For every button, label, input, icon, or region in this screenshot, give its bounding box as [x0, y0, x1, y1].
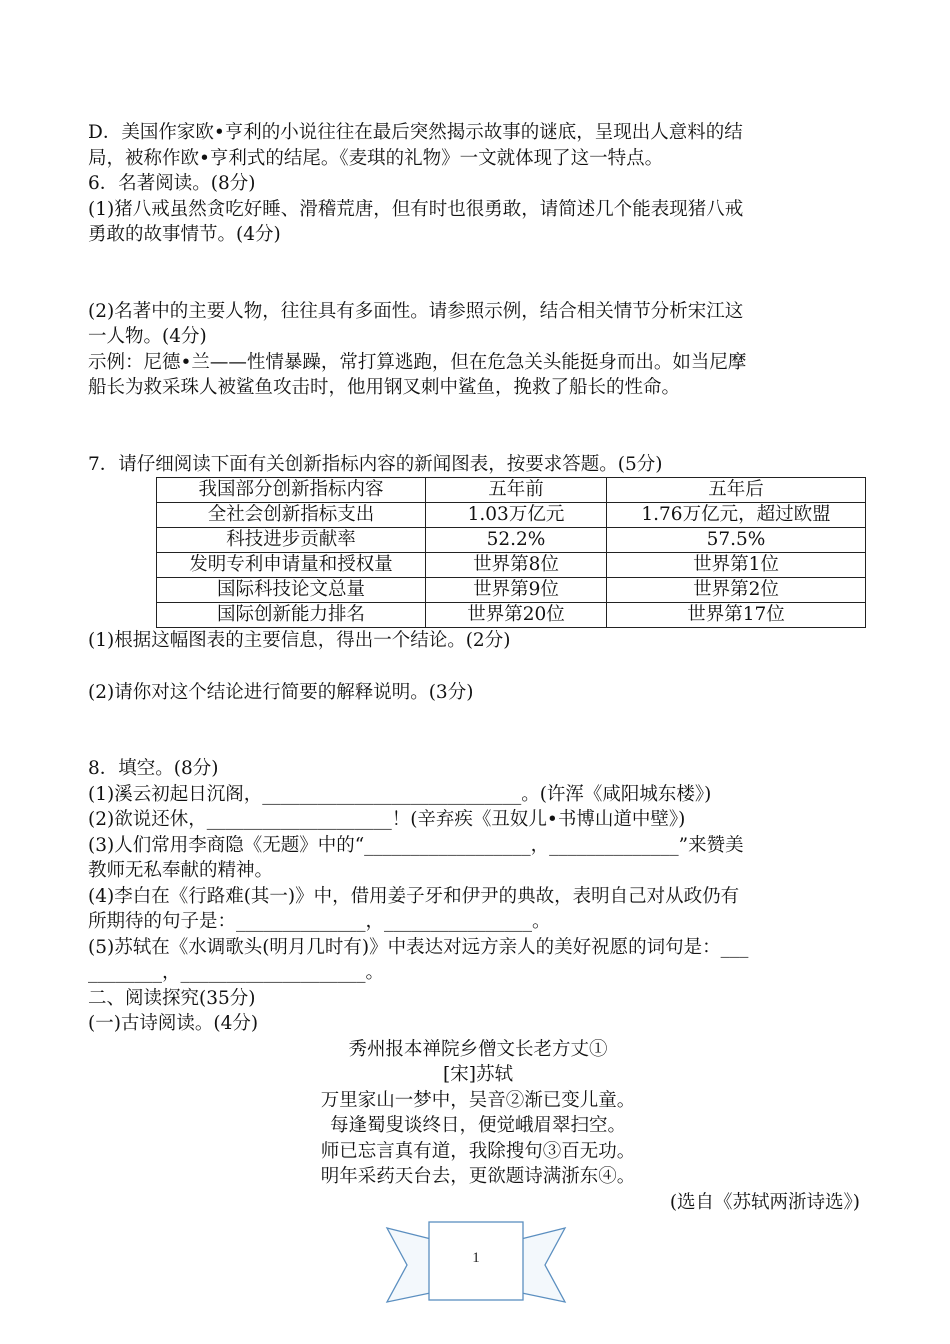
example-line-2: 船长为救采珠人被鲨鱼攻击时，他用钢叉刺中鲨鱼，挽救了船长的性命。	[88, 377, 681, 398]
table-cell: 世界第2位	[607, 578, 866, 603]
question-6-2-line-2: 一人物。(4分)	[88, 326, 207, 347]
innovation-table	[156, 477, 866, 628]
option-d-line-2: 局，被称作欧•亨利式的结尾。《麦琪的礼物》一文就体现了这一特点。	[88, 147, 664, 169]
poem-author: [宋]苏轼	[443, 1064, 513, 1085]
table-row	[157, 553, 866, 578]
answer-space	[88, 654, 868, 680]
table-header-row	[157, 478, 866, 503]
answer-space	[88, 401, 868, 452]
poem-source: (选自《苏轼两浙诗选》)	[669, 1191, 860, 1213]
question-6-1-line-1: (1)猪八戒虽然贪吃好睡、滑稽荒唐，但有时也很勇敢，请简述几个能表现猪八戒	[88, 198, 744, 220]
question-6-title: 6．名著阅读。(8分)	[88, 173, 256, 194]
page-footer	[385, 1218, 567, 1308]
poem-title: 秀州报本禅院乡僧文长老方丈①	[348, 1038, 608, 1060]
question-6-1-line-2: 勇敢的故事情节。(4分)	[88, 224, 281, 245]
table-cell: 世界第17位	[607, 603, 866, 628]
table-row	[157, 503, 866, 528]
table-header-cell: 五年前	[426, 478, 607, 503]
table-header-cell: 五年后	[607, 478, 866, 503]
table-cell: 国际创新能力排名	[157, 603, 426, 628]
poem	[88, 1037, 868, 1216]
question-6-2-line-1: (2)名著中的主要人物，往往具有多面性。请参照示例，结合相关情节分析宋江这	[88, 300, 744, 322]
poem-line: 明年采药天台去，更欲题诗满浙东④。	[320, 1166, 636, 1187]
question-8-2: (2)欲说还休，____________________！(辛弃疾《丑奴儿•书博山道中壁》)	[88, 809, 686, 830]
table-cell: 世界第1位	[607, 553, 866, 578]
answer-space	[88, 705, 868, 756]
question-8-3-line-2: 教师无私奉献的精神。	[88, 860, 274, 881]
question-8-1: (1)溪云初起日沉阁，____________________________。(许浑《咸阳城东楼》)	[88, 783, 712, 805]
table-row	[157, 528, 866, 553]
question-7-1: (1)根据这幅图表的主要信息，得出一个结论。(2分)	[88, 630, 511, 651]
table-cell: 世界第20位	[426, 603, 607, 628]
table-header-cell: 我国部分创新指标内容	[157, 478, 426, 503]
table-cell: 1.03万亿元	[426, 503, 607, 528]
table-cell: 全社会创新指标支出	[157, 503, 426, 528]
table-cell: 52.2%	[426, 528, 607, 553]
table-cell: 世界第9位	[426, 578, 607, 603]
question-8-5-line-2: ________，____________________。	[88, 962, 385, 983]
question-7-2: (2)请你对这个结论进行简要的解释说明。(3分)	[88, 681, 474, 703]
table-cell: 发明专利申请量和授权量	[157, 553, 426, 578]
poem-line: 每逢蜀叟谈终日，便觉峨眉翠扫空。	[329, 1115, 626, 1136]
example-line-1: 示例：尼德•兰——性情暴躁，常打算逃跑，但在危急关头能挺身而出。如当尼摩	[88, 351, 747, 373]
table-cell: 世界第8位	[426, 553, 607, 578]
table-cell: 57.5%	[607, 528, 866, 553]
question-8-4-line-1: (4)李白在《行路难(其一)》中，借用姜子牙和伊尹的典故，表明自己对从政仍有	[88, 885, 740, 907]
question-8-5-line-1: (5)苏轼在《水调歌头(明月几时有)》中表达对远方亲人的美好祝愿的词句是：___	[88, 936, 749, 958]
question-7-title: 7．请仔细阅读下面有关创新指标内容的新闻图表，按要求答题。(5分)	[88, 453, 663, 475]
table-cell: 1.76万亿元，超过欧盟	[607, 503, 866, 528]
table-row	[157, 578, 866, 603]
question-8-3-line-1: (3)人们常用李商隐《无题》中的“__________________，______________”来赞美	[88, 834, 744, 856]
table-cell: 科技进步贡献率	[157, 528, 426, 553]
page-number: 1	[472, 1250, 480, 1266]
table-row	[157, 603, 866, 628]
option-d-line-1: D．美国作家欧•亨利的小说往往在最后突然揭示故事的谜底，呈现出人意料的结	[88, 122, 743, 143]
question-8-4-line-2: 所期待的句子是：______________，________________。	[88, 911, 551, 932]
poem-line: 师已忘言真有道，我除搜句③百无功。	[320, 1140, 636, 1162]
question-8-title: 8．填空。(8分)	[88, 758, 219, 779]
document-page	[88, 120, 868, 1215]
table-cell: 国际科技论文总量	[157, 578, 426, 603]
section-2-title: 二、阅读探究(35分)	[88, 987, 256, 1009]
answer-space	[88, 248, 868, 299]
section-2-1-title: (一)古诗阅读。(4分)	[88, 1013, 259, 1034]
poem-line: 万里家山一梦中，吴音②渐已变儿童。	[320, 1089, 636, 1111]
